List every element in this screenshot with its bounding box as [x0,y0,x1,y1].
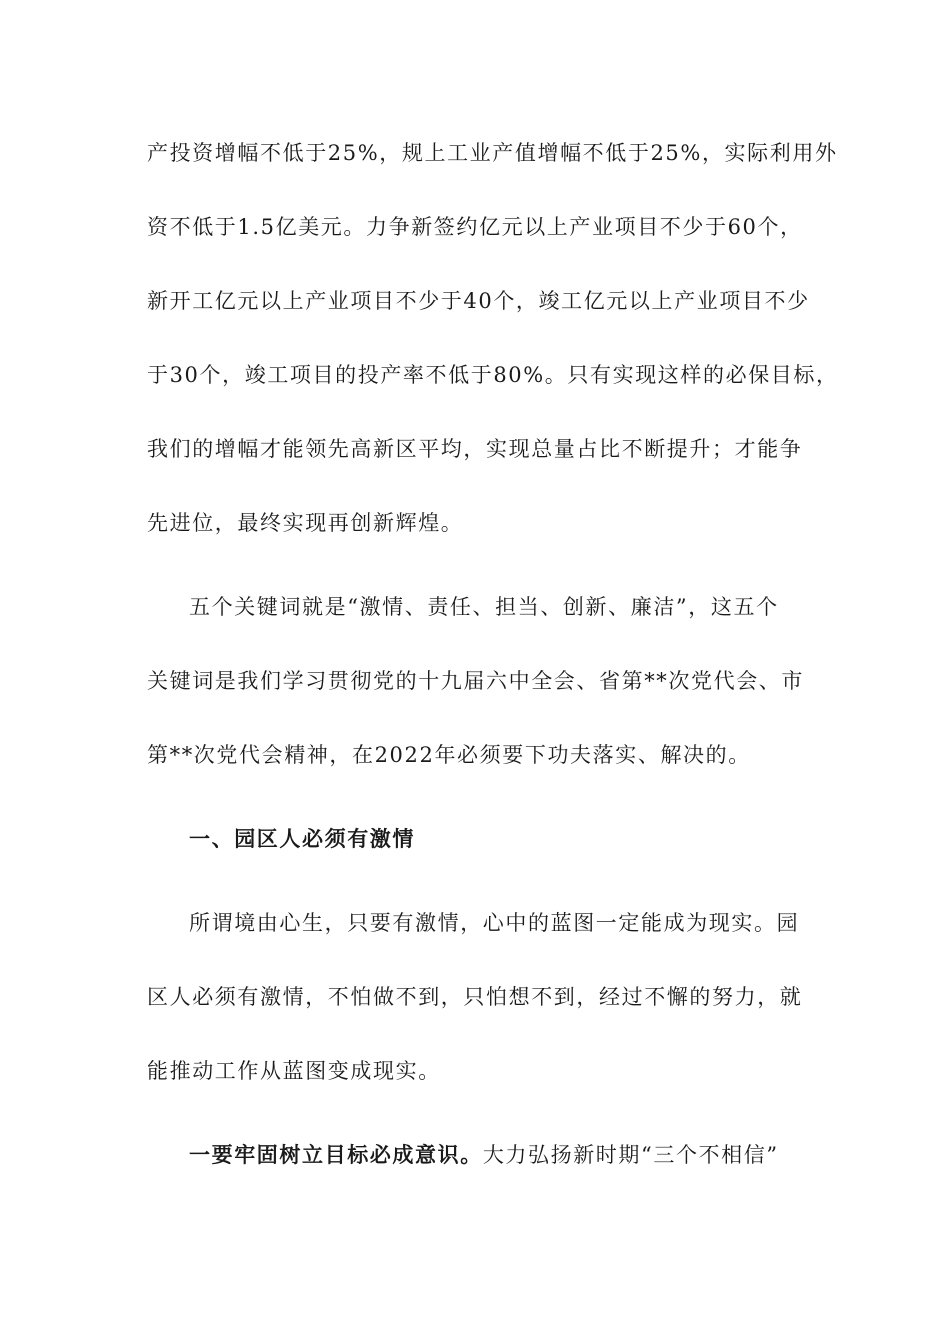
paragraph-1-line-5: 我们的增幅才能领先高新区平均，实现总量占比不断提升；才能争 [147,437,803,461]
paragraph-1-line-4: 于30个，竣工项目的投产率不低于80%。只有实现这样的必保目标， [147,363,839,387]
paragraph-2-line-1: 五个关键词就是“激情、责任、担当、创新、廉洁”，这五个 [189,595,779,619]
paragraph-1-line-6: 先进位，最终实现再创新辉煌。 [147,511,464,535]
paragraph-2-line-2: 关键词是我们学习贯彻党的十九届六中全会、省第**次党代会、市 [147,669,804,693]
paragraph-3-line-3: 能推动工作从蓝图变成现实。 [147,1059,441,1083]
paragraph-4-text: 大力弘扬新时期“三个不相信” [482,1143,779,1167]
paragraph-1-line-1: 产投资增幅不低于25%，规上工业产值增幅不低于25%，实际利用外 [147,141,838,165]
paragraph-2-line-3: 第**次党代会精神，在2022年必须要下功夫落实、解决的。 [147,743,751,767]
paragraph-3-line-2: 区人必须有激情，不怕做不到，只怕想不到，经过不懈的努力，就 [147,985,803,1009]
paragraph-4-line-1 [189,1138,849,1172]
paragraph-3-line-1: 所谓境由心生，只要有激情，心中的蓝图一定能成为现实。园 [189,911,800,935]
paragraph-1-line-3: 新开工亿元以上产业项目不少于40个，竣工亿元以上产业项目不少 [147,289,810,313]
paragraph-1-line-2: 资不低于1.5亿美元。力争新签约亿元以上产业项目不少于60个， [147,215,803,239]
paragraph-4-bold-lead: 一要牢固树立目标必成意识。 [189,1142,483,1167]
section-heading: 一、园区人必须有激情 [189,826,415,851]
